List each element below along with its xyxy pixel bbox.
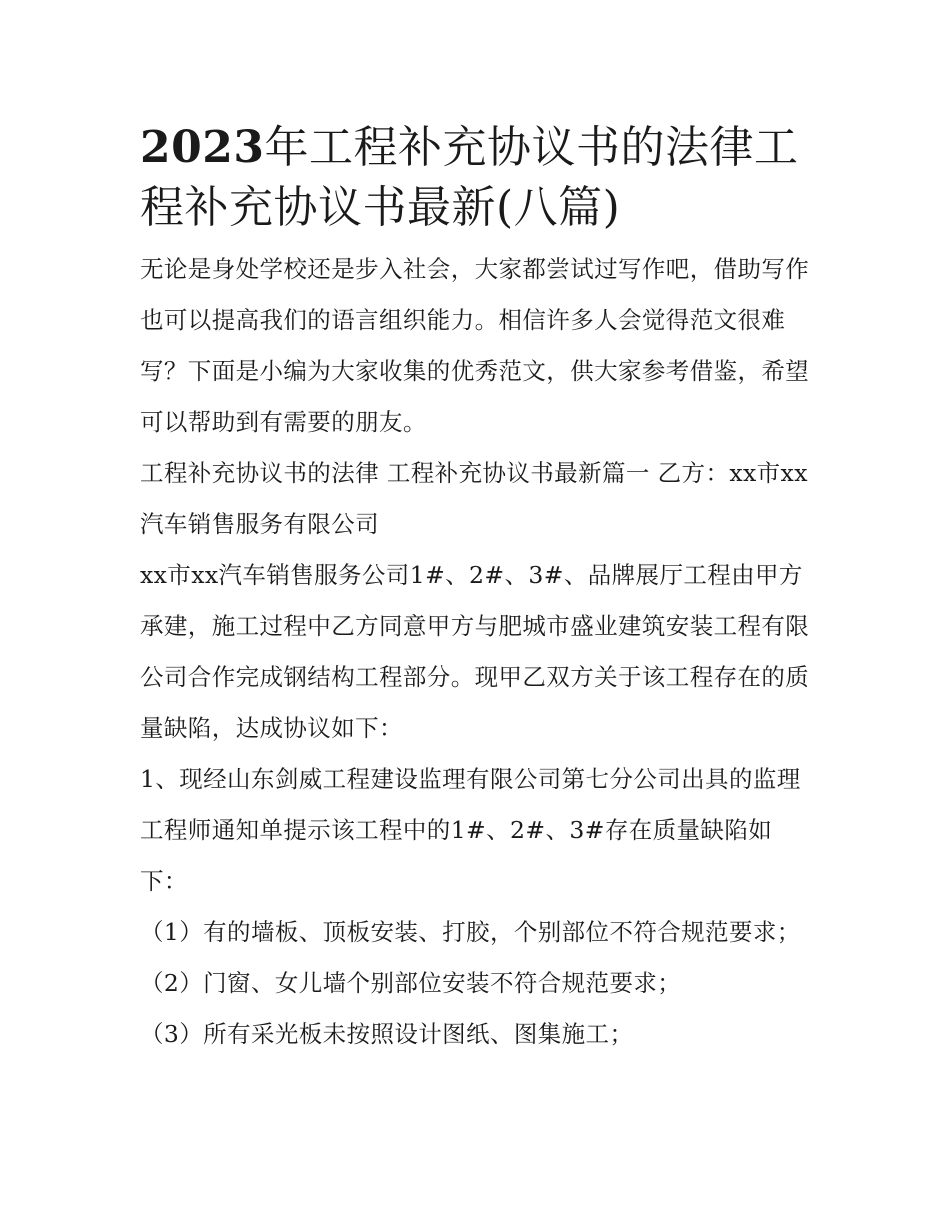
section-heading-paragraph: 工程补充协议书的法律 工程补充协议书最新篇一 乙方：xx市xx汽车销售服务有限公司 [140, 459, 808, 538]
title-year: 2023 [140, 122, 265, 173]
project-description-paragraph: xx市xx汽车销售服务公司1#、2#、3#、品牌展厅工程由甲方承建，施工过程中乙方同意甲方与肥城市盛业建筑安装工程有限公司合作完成钢结构工程部分。现甲乙双方关于该工程存在的质量缺陷，达成协议如下： [140, 561, 810, 742]
clause-1-paragraph: 1、现经山东剑威工程建设监理有限公司第七分公司出具的监理工程师通知单提示该工程中的1#、2#、3#存在质量缺陷如下： [140, 765, 801, 895]
defect-items-paragraph: （1）有的墙板、顶板安装、打胶，个别部位不符合规范要求；（2）门窗、女儿墙个别部位安装不符合规范要求； [140, 918, 801, 997]
intro-paragraph: 无论是身处学校还是步入社会，大家都尝试过写作吧，借助写作也可以提高我们的语言组织能力。相信许多人会觉得范文很难写？下面是小编为大家收集的优秀范文，供大家参考借鉴，希望可以帮助到有需要的朋友。 [140, 255, 810, 436]
document-title [140, 118, 812, 238]
title-text: 年工程补充协议书的法律工程补充协议书最新(八篇) [140, 122, 799, 233]
document-body [140, 118, 812, 1060]
defect-item-3-paragraph: （3）所有采光板未按照设计图纸、图集施工； [140, 1020, 634, 1048]
